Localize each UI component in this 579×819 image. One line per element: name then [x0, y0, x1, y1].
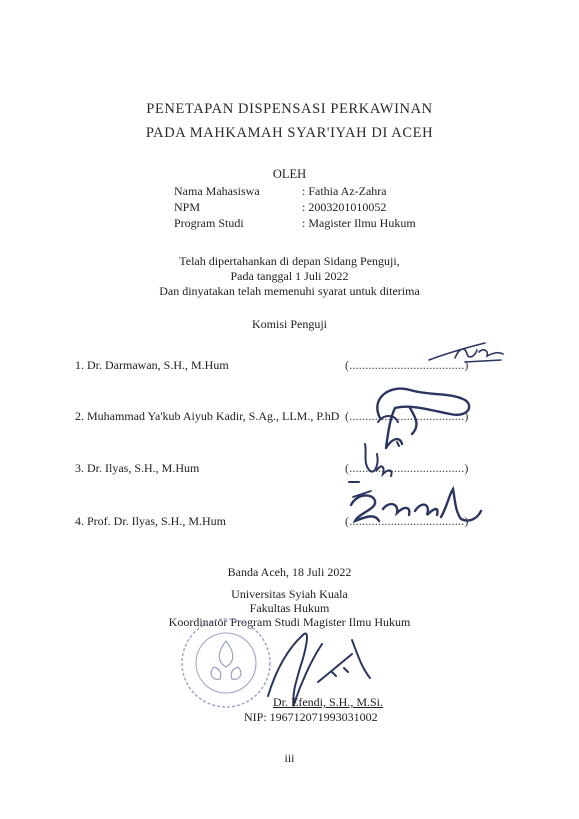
- committee-heading: Komisi Penguji: [251, 317, 327, 331]
- coordinator-title: Koordinator Program Studi Magister Ilmu Hukum: [168, 615, 411, 629]
- committee-member-3: 3. Dr. Ilyas, S.H., M.Hum: [75, 461, 200, 475]
- student-name-label: Nama Mahasiswa: [174, 184, 260, 198]
- signature-4-icon: [345, 483, 485, 531]
- committee-member-1: 1. Dr. Darmawan, S.H., M.Hum: [75, 358, 229, 372]
- student-npm-label: NPM: [174, 200, 201, 214]
- defense-line-1: Telah dipertahankan di depan Sidang Penguji,: [179, 254, 400, 268]
- signature-line-2: (....................................): [345, 409, 469, 423]
- student-npm-row: [174, 200, 386, 215]
- signature-line-3: (....................................): [345, 461, 469, 475]
- student-program-value: : Magister Ilmu Hukum: [302, 216, 416, 230]
- committee-member-4: 4. Prof. Dr. Ilyas, S.H., M.Hum: [75, 514, 227, 528]
- student-name-value: : Fathia Az-Zahra: [302, 184, 387, 198]
- title-line-1: PENETAPAN DISPENSASI PERKAWINAN: [146, 101, 433, 117]
- coordinator-name: Dr. Efendi, S.H., M.Si.: [273, 695, 384, 709]
- student-npm-value: : 2003201010052: [302, 200, 387, 214]
- coordinator-nip: NIP: 196712071993031002: [244, 710, 378, 724]
- defense-line-3: Dan dinyatakan telah memenuhi syarat untuk diterima: [159, 284, 420, 298]
- student-program-row: [174, 216, 416, 231]
- faculty-name: Fakultas Hukum: [249, 601, 330, 615]
- page-number: iii: [284, 751, 295, 765]
- committee-member-2: 2. Muhammad Ya'kub Aiyub Kadir, S.Ag., LLM., P.hD: [75, 409, 340, 423]
- student-program-label: Program Studi: [174, 216, 244, 230]
- student-name-row: [174, 184, 387, 199]
- title-line-2: PADA MAHKAMAH SYAR'IYAH DI ACEH: [145, 125, 434, 141]
- place-date: Banda Aceh, 18 Juli 2022: [227, 565, 352, 579]
- defense-line-2: Pada tanggal 1 Juli 2022: [230, 269, 349, 283]
- signature-line-4: (....................................): [345, 514, 469, 528]
- signature-line-1: (....................................): [345, 358, 469, 372]
- signature-1-icon: [425, 340, 505, 366]
- oleh-label: OLEH: [272, 167, 307, 181]
- university-name: Universitas Syiah Kuala: [231, 587, 348, 601]
